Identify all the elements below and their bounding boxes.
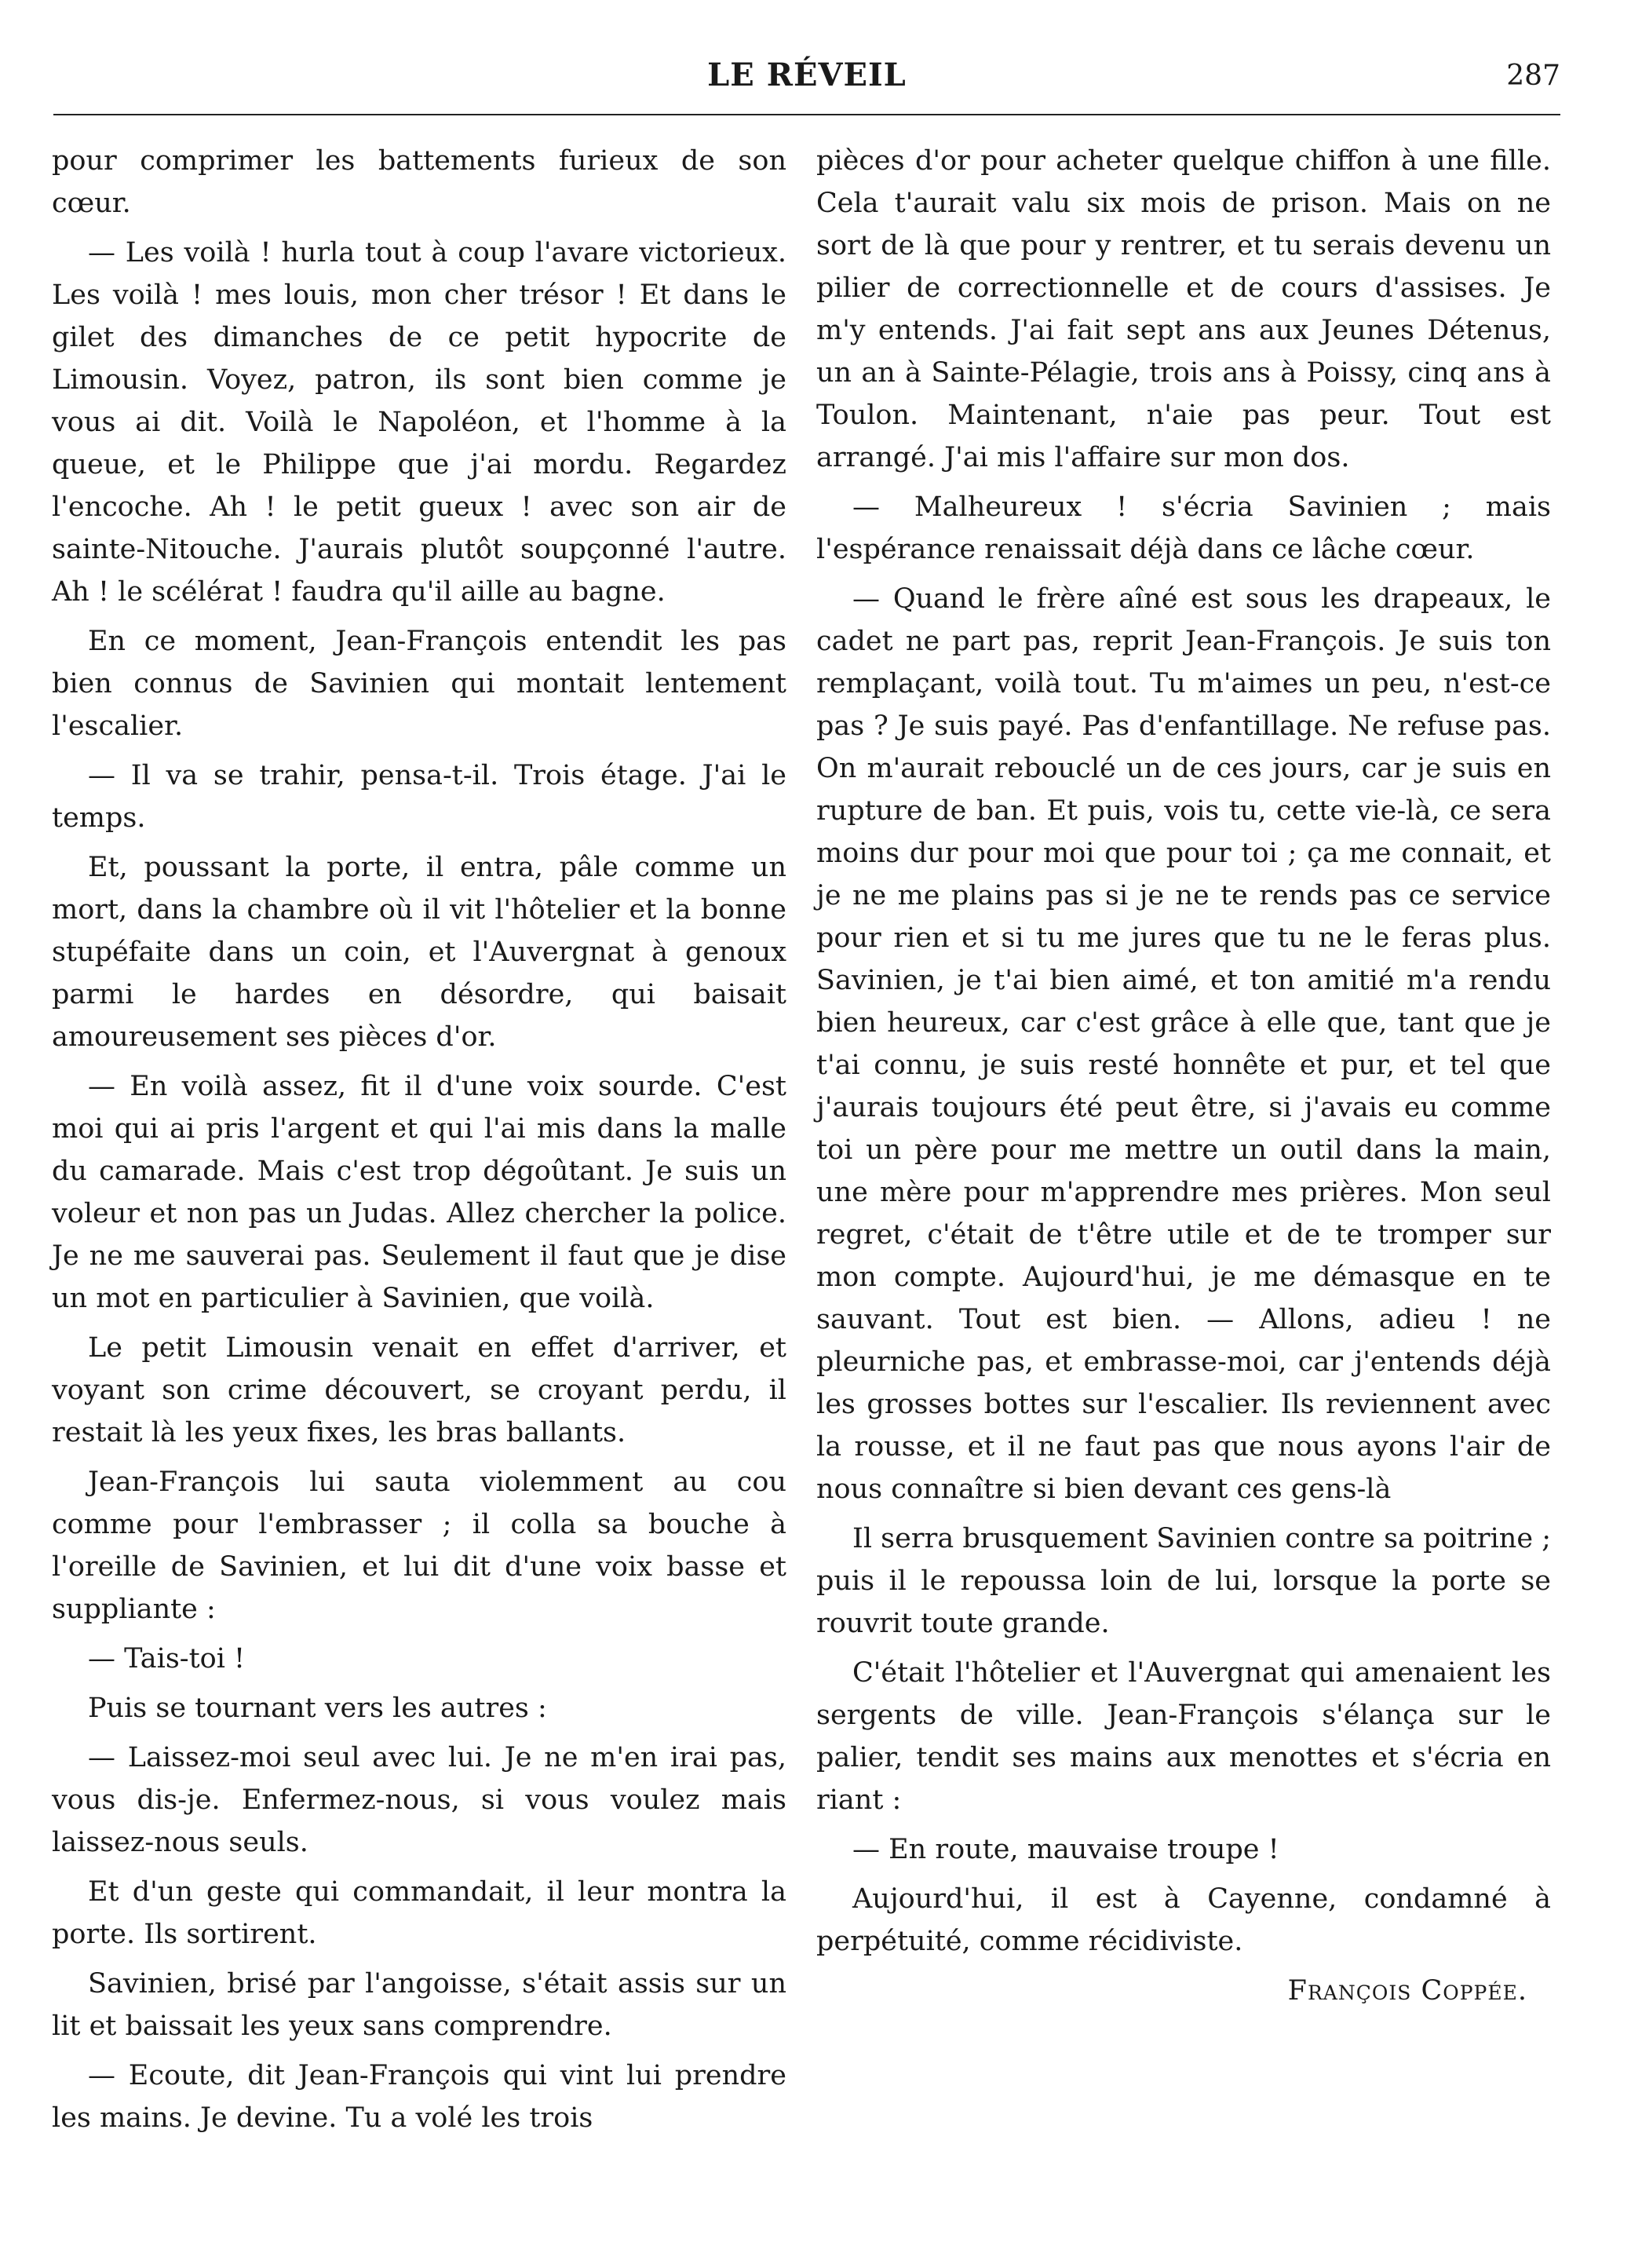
paragraph: — Laissez-moi seul avec lui. Je ne m'en irai pas, vous dis-je. Enfermez-nous, si vous voulez mais laissez-nous seuls. [52,1742,786,1858]
paragraph: Puis se tournant vers les autres : [88,1693,547,1724]
paragraph: pour comprimer les battements furieux de son cœur. [52,145,786,219]
paragraph: — Tais-toi ! [88,1643,246,1675]
paragraph: — Malheureux ! s'écria Savinien ; mais l'espérance renaissait déjà dans ce lâche cœur. [816,491,1551,565]
paragraph: — Ecoute, dit Jean-François qui vint lui prendre les mains. Je devine. Tu a volé les trois [52,2060,786,2134]
page-number: 287 [1506,60,1560,92]
paragraph: Le petit Limousin venait en effet d'arriver, et voyant son crime découvert, se croyant perdu, il restait là les yeux fixes, les bras ballants. [52,1332,786,1448]
paragraph: — En route, mauvaise troupe ! [852,1834,1279,1865]
paragraph: — Quand le frère aîné est sous les drapeaux, le cadet ne part pas, reprit Jean-François. Je suis ton remplaçant, voilà tout. Tu m'aimes un peu, n'est-ce pas ? Je suis payé. Pas d'enfantillage. Ne refuse pas. On m'aurait rebouclé un de ces jours, car je suis en rupture de ban. Et puis, vois tu, cette vie-là, ce sera moins dur pour moi que pour toi ; ça me connait, et je ne me plains pas si je ne te rends pas ce service pour rien et si tu me jures que tu ne le feras plus. Savinien, je t'ai bien aimé, et ton amitié m'a rendu bien heureux, car c'est grâce à elle que, tant que je t'ai connu, je suis resté honnête et pur, et tel que j'aurais toujours été peut être, si j'avais eu comme toi un père pour me mettre un outil dans la main, une mère pour m'apprendre mes prières. Mon seul regret, c'était de t'être utile et de te tromper sur mon compte. Aujourd'hui, je me démasque en te sauvant. Tout est bien. — Allons, adieu ! ne pleurniche pas, et embrasse-moi, car j'entends déjà les grosses bottes sur l'escalier. Ils reviennent avec la rousse, et il ne faut pas que nous ayons l'air de nous connaître si bien devant ces gens-là [816,583,1551,1505]
right-column [816,140,1551,2012]
page-header [53,53,1560,100]
paragraph: pièces d'or pour acheter quelque chiffon à une fille. Cela t'aurait valu six mois de prison. Mais on ne sort de là que pour y rentrer, et tu serais devenu un pilier de correctionnelle et de cours d'assises. Je m'y entends. J'ai fait sept ans aux Jeunes Détenus, un an à Sainte-Pélagie, trois ans à Poissy, cinq ans à Toulon. Maintenant, n'aie pas peur. Tout est arrangé. J'ai mis l'affaire sur mon dos. [816,145,1551,473]
author-signature: François Coppée. [1287,1975,1527,2007]
left-column [52,140,786,2146]
paragraph: Aujourd'hui, il est à Cayenne, condamné à perpétuité, comme récidiviste. [816,1883,1551,1957]
paragraph: — Les voilà ! hurla tout à coup l'avare victorieux. Les voilà ! mes louis, mon cher trésor ! Et dans le gilet des dimanches de ce petit hypocrite de Limousin. Voyez, patron, ils sont bien comme je vous ai dit. Voilà le Napoléon, et l'homme à la queue, et le Philippe que j'ai mordu. Regardez l'encoche. Ah ! le petit gueux ! avec son air de sainte-Nitouche. J'aurais plutôt soupçonné l'autre. Ah ! le scélérat ! faudra qu'il aille au bagne. [52,237,786,608]
paragraph: Savinien, brisé par l'angoisse, s'était assis sur un lit et baissait les yeux sans comprendre. [52,1968,786,2042]
paragraph: — En voilà assez, fit il d'une voix sourde. C'est moi qui ai pris l'argent et qui l'ai mis dans la malle du camarade. Mais c'est trop dégoûtant. Je suis un voleur et non pas un Judas. Allez chercher la police. Je ne me sauverai pas. Seulement il faut que je dise un mot en particulier à Savinien, que voilà. [52,1071,786,1314]
running-title: LE RÉVEIL [707,57,907,93]
paragraph: Et d'un geste qui commandait, il leur montra la porte. Ils sortirent. [52,1876,786,1950]
header-rule [53,114,1560,115]
paragraph: En ce moment, Jean-François entendit les pas bien connus de Savinien qui montait lentement l'escalier. [52,626,786,742]
paragraph: C'était l'hôtelier et l'Auvergnat qui amenaient les sergents de ville. Jean-François s'élança sur le palier, tendit ses mains aux menottes et s'écria en riant : [816,1657,1551,1816]
paragraph: Il serra brusquement Savinien contre sa poitrine ; puis il le repoussa loin de lui, lorsque la porte se rouvrit toute grande. [816,1523,1551,1639]
paragraph: — Il va se trahir, pensa-t-il. Trois étage. J'ai le temps. [52,760,786,834]
paragraph: Et, poussant la porte, il entra, pâle comme un mort, dans la chambre où il vit l'hôtelier et la bonne stupéfaite dans un coin, et l'Auvergnat à genoux parmi le hardes en désordre, qui baisait amoureusement ses pièces d'or. [52,852,786,1053]
paragraph: Jean-François lui sauta violemment au cou comme pour l'embrasser ; il colla sa bouche à l'oreille de Savinien, et lui dit d'une voix basse et suppliante : [52,1466,786,1625]
